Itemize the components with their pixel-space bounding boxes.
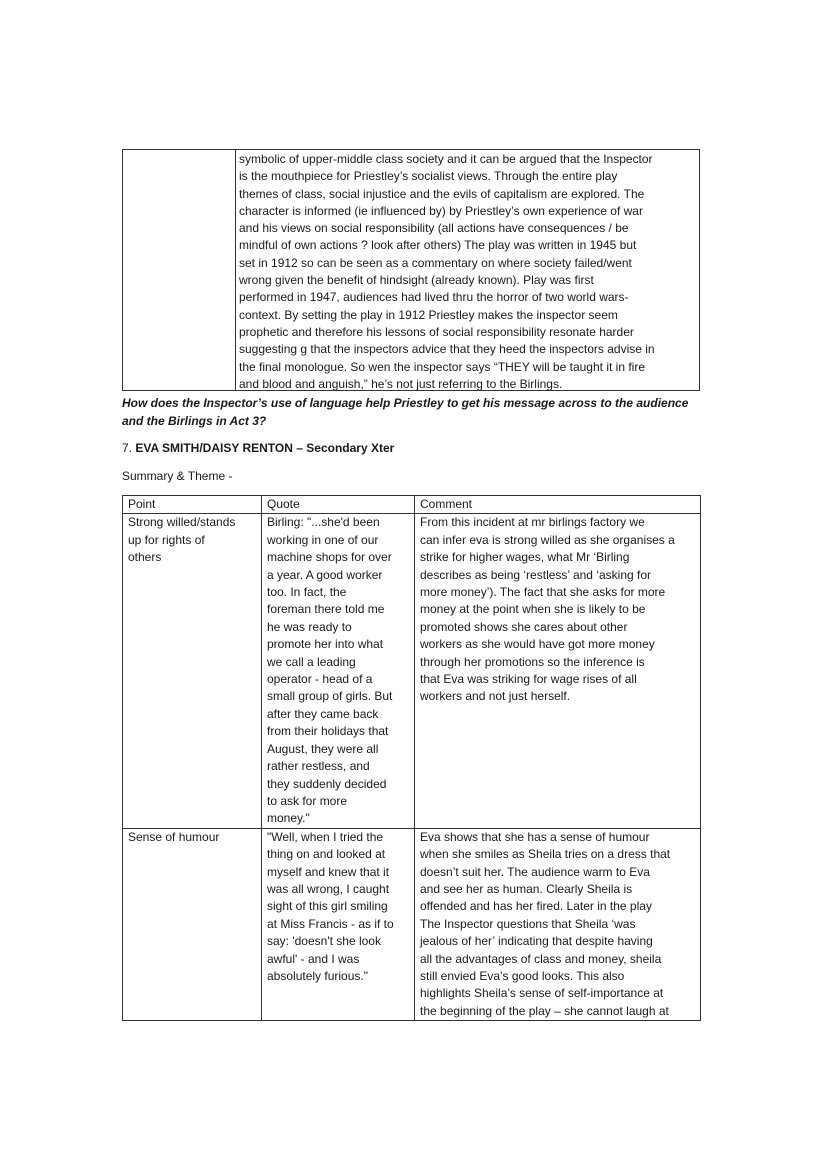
section-title: EVA SMITH/DAISY RENTON – Secondary Xter [135,441,395,455]
table-row [123,514,701,828]
quote-cell: "Well, when I tried the thing on and looked at myself and knew that it was all wrong, I caught sight of this girl smiling at Miss Francis - as if to say: 'doesn't she look awful' - and I was absolutely furious." [262,828,415,1020]
table-header-row [123,496,701,514]
header-point: Point [123,496,262,514]
section-heading [122,440,394,456]
point-quote-comment-table [122,495,701,1021]
point-cell: Sense of humour [123,828,262,1020]
comment-cell: Eva shows that she has a sense of humour when she smiles as Sheila tries on a dress that doesn’t suit her. The audience warm to Eva and see her as human. Clearly Sheila is offended and has her fired. Later in the play The Inspector questions that Sheila ‘was jealous of her’ indicating that despite having all the advantages of class and money, sheila still envied Eva’s good looks. This also highlights Sheila’s sense of self-importance at the beginning of the play – she cannot laugh at [415,828,701,1020]
quote-cell: Birling: "...she'd been working in one of our machine shops for over a year. A good worker too. In fact, the foreman there told me he was ready to promote her into what we call a leading operator - head of a small group of girls. But after they came back from their holidays that August, they were all rather restless, and they suddenly decided to ask for more money." [262,514,415,828]
continuation-comment-cell: symbolic of upper-middle class society and it can be argued that the Inspector is the mouthpiece for Priestley’s socialist views. Through the entire play themes of class, social injustice and the evils of capitalism are explored. The character is informed (ie influenced by) by Priestley’s own experience of war and his views on social responsibility (all actions have consequences / be mindful of own actions ? look after others) The play was written in 1945 but set in 1912 so can be seen as a commentary on where society failed/went wrong given the benefit of hindsight (already known). Play was first performed in 1947, audiences had lived thru the horror of two world wars- context. By setting the play in 1912 Priestley makes the inspector seem prophetic and therefore his lessons of social responsibility resonate harder suggesting g that the inspectors advice that they heed the inspectors advise in the final monologue. So wen the inspector says “THEY will be taught it in fire and blood and anguish,” he’s not just referring to the Birlings. [239,152,655,391]
summary-label: Summary & Theme - [122,469,233,483]
continuation-table [122,149,700,391]
continuation-empty-cell [123,150,236,390]
point-cell: Strong willed/stands up for rights of others [123,514,262,828]
comment-cell: From this incident at mr birlings factory we can infer eva is strong willed as she organises a strike for higher wages, what Mr ‘Birling describes as being ‘restless’ and ‘asking for more money’). The fact that she asks for more money at the point when she is likely to be promoted shows she cares about other workers as she would have got more money through her promotions so the inference is that Eva was striking for wage rises of all workers and not just herself. [415,514,701,828]
table-row [123,828,701,1020]
header-quote: Quote [262,496,415,514]
section-number: 7. [122,441,136,455]
header-comment: Comment [415,496,701,514]
discussion-question: How does the Inspector’s use of language help Priestley to get his message across to the audience and the Birlings in Act 3? [122,396,689,428]
